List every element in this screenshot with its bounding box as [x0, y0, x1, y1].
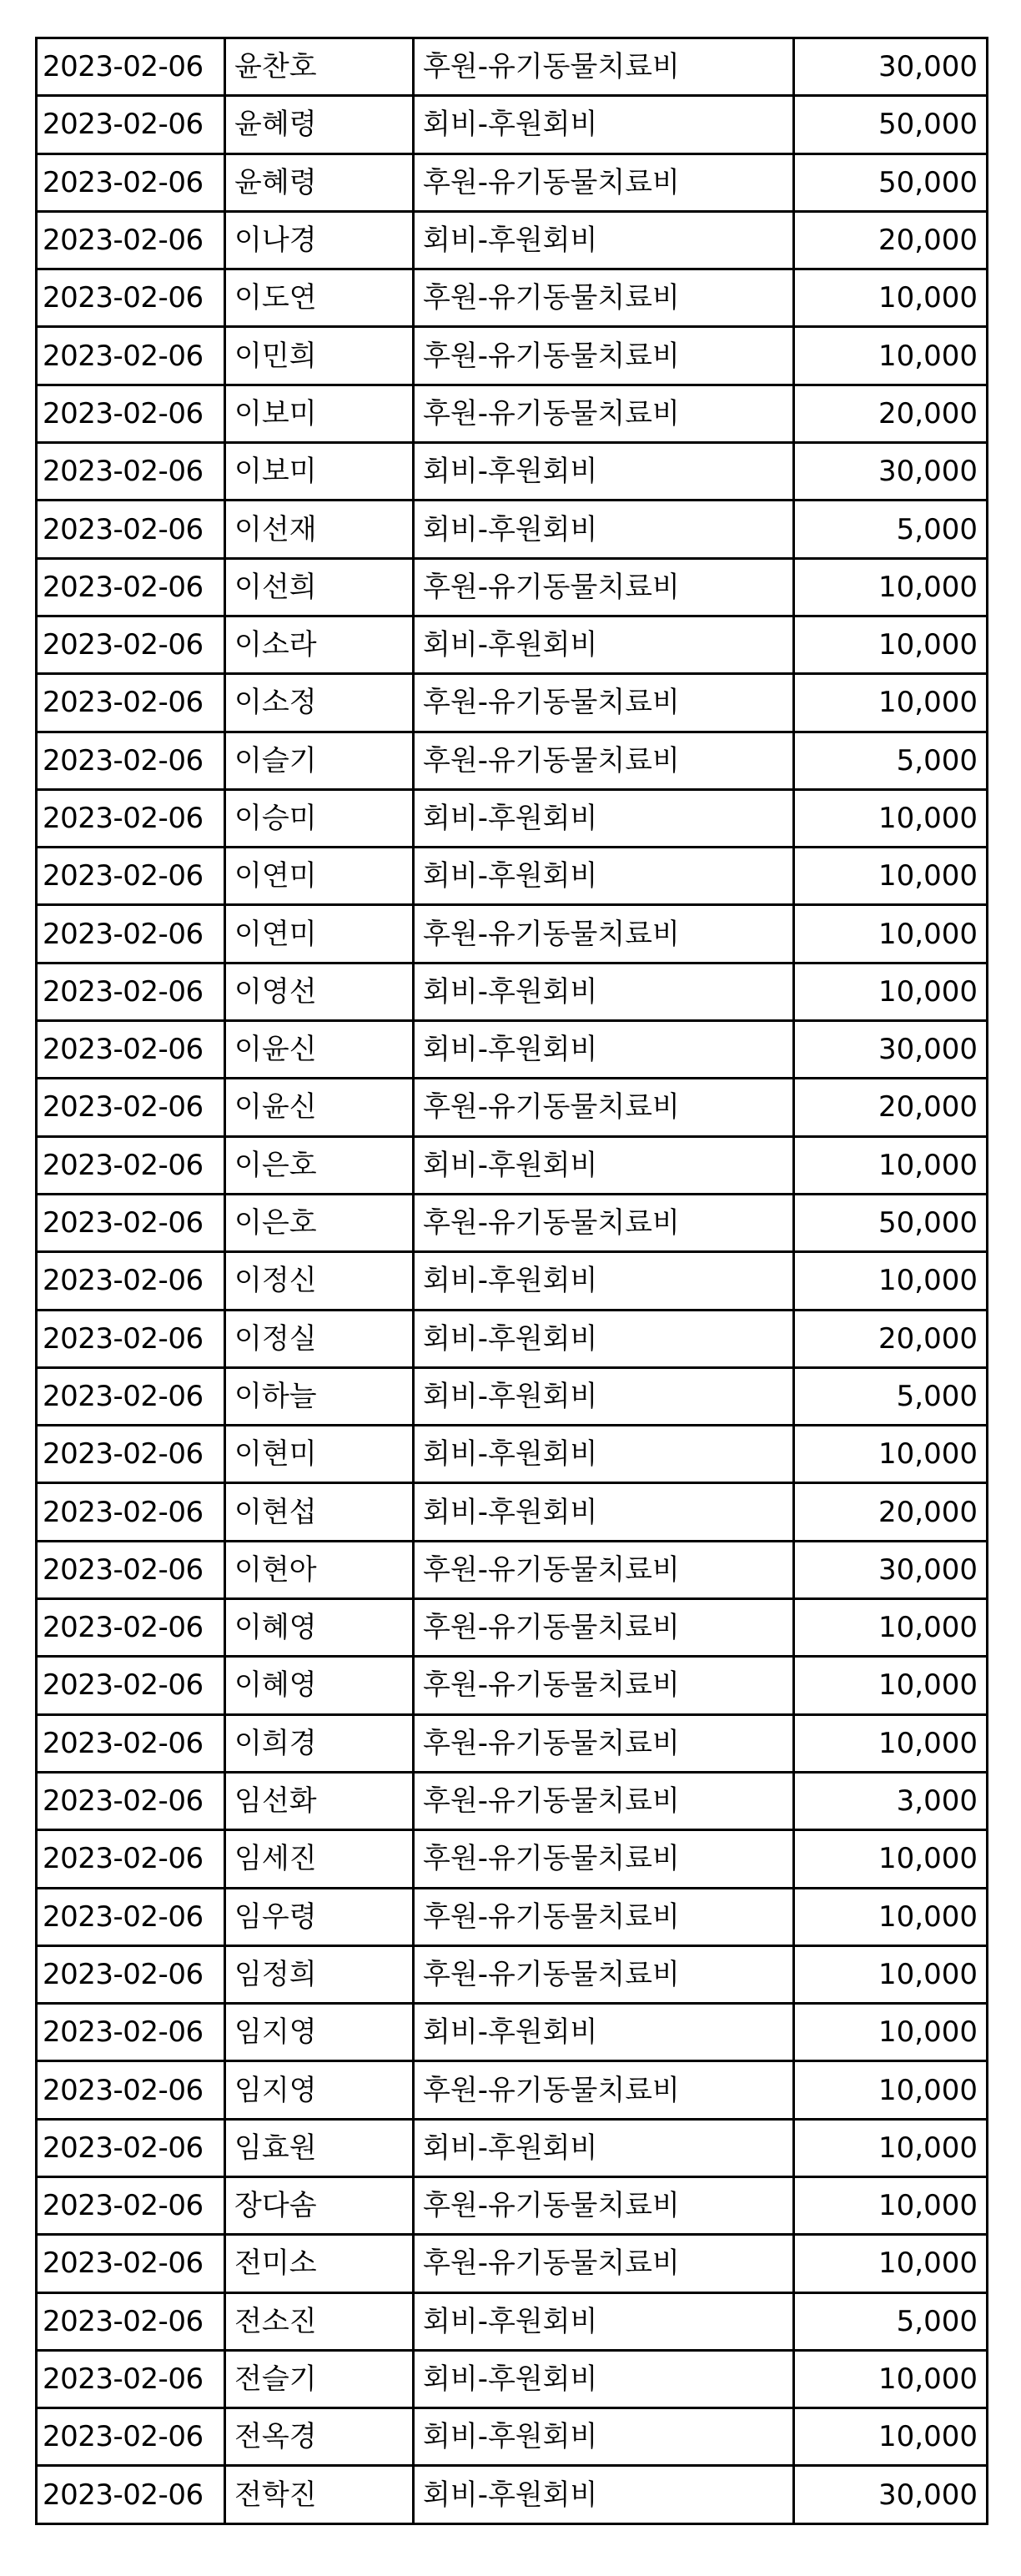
- cell-date: 2023-02-06: [37, 2119, 225, 2176]
- table-row: [37, 1657, 988, 1714]
- table-row: [37, 385, 988, 442]
- cell-date: 2023-02-06: [37, 1945, 225, 2003]
- cell-amount: 20,000: [794, 211, 988, 269]
- table-row: [37, 789, 988, 847]
- cell-donation-type: 후원-유기동물치료비: [414, 1772, 794, 1829]
- cell-donor-name: 이현아: [225, 1541, 414, 1598]
- cell-date: 2023-02-06: [37, 211, 225, 269]
- cell-donation-type: 후원-유기동물치료비: [414, 1888, 794, 1945]
- cell-date: 2023-02-06: [37, 2350, 225, 2407]
- cell-date: 2023-02-06: [37, 1483, 225, 1541]
- cell-donation-type: 회비-후원회비: [414, 501, 794, 558]
- cell-date: 2023-02-06: [37, 2061, 225, 2119]
- cell-donor-name: 이영선: [225, 963, 414, 1020]
- cell-donor-name: 이정실: [225, 1310, 414, 1367]
- cell-date: 2023-02-06: [37, 1599, 225, 1657]
- cell-donor-name: 전소진: [225, 2292, 414, 2350]
- cell-donor-name: 전슬기: [225, 2350, 414, 2407]
- cell-donor-name: 이윤신: [225, 1079, 414, 1136]
- table-row: [37, 732, 988, 789]
- cell-date: 2023-02-06: [37, 1426, 225, 1483]
- cell-date: 2023-02-06: [37, 2466, 225, 2523]
- cell-amount: 5,000: [794, 732, 988, 789]
- cell-amount: 10,000: [794, 848, 988, 905]
- cell-donation-type: 후원-유기동물치료비: [414, 385, 794, 442]
- table-row: [37, 501, 988, 558]
- cell-amount: 20,000: [794, 1483, 988, 1541]
- cell-amount: 30,000: [794, 38, 988, 96]
- table-row: [37, 211, 988, 269]
- cell-donation-type: 회비-후원회비: [414, 1483, 794, 1541]
- cell-date: 2023-02-06: [37, 1830, 225, 1888]
- cell-donor-name: 장다솜: [225, 2176, 414, 2234]
- table-row: [37, 1599, 988, 1657]
- cell-amount: 20,000: [794, 1310, 988, 1367]
- cell-donor-name: 이선희: [225, 558, 414, 616]
- table-row: [37, 2061, 988, 2119]
- cell-donation-type: 회비-후원회비: [414, 1021, 794, 1079]
- cell-amount: 10,000: [794, 1252, 988, 1310]
- cell-donation-type: 후원-유기동물치료비: [414, 1541, 794, 1598]
- table-row: [37, 1021, 988, 1079]
- cell-donor-name: 이은호: [225, 1136, 414, 1194]
- table-row: [37, 153, 988, 211]
- cell-donor-name: 임지영: [225, 2061, 414, 2119]
- cell-donor-name: 이선재: [225, 501, 414, 558]
- cell-date: 2023-02-06: [37, 443, 225, 501]
- cell-date: 2023-02-06: [37, 1021, 225, 1079]
- table-row: [37, 1367, 988, 1425]
- table-row: [37, 443, 988, 501]
- cell-donation-type: 후원-유기동물치료비: [414, 1079, 794, 1136]
- cell-donor-name: 이보미: [225, 443, 414, 501]
- cell-amount: 50,000: [794, 96, 988, 153]
- cell-donation-type: 후원-유기동물치료비: [414, 1830, 794, 1888]
- cell-amount: 30,000: [794, 1021, 988, 1079]
- cell-donation-type: 후원-유기동물치료비: [414, 674, 794, 732]
- cell-amount: 10,000: [794, 327, 988, 385]
- table-row: [37, 1714, 988, 1772]
- table-row: [37, 38, 988, 96]
- cell-amount: 5,000: [794, 1367, 988, 1425]
- cell-donor-name: 임정희: [225, 1945, 414, 2003]
- cell-donation-type: 후원-유기동물치료비: [414, 1599, 794, 1657]
- cell-amount: 10,000: [794, 789, 988, 847]
- cell-donation-type: 회비-후원회비: [414, 2466, 794, 2523]
- cell-donor-name: 이도연: [225, 269, 414, 327]
- cell-date: 2023-02-06: [37, 1136, 225, 1194]
- cell-donor-name: 이정신: [225, 1252, 414, 1310]
- cell-donation-type: 후원-유기동물치료비: [414, 558, 794, 616]
- cell-date: 2023-02-06: [37, 1541, 225, 1598]
- cell-donor-name: 이은호: [225, 1194, 414, 1251]
- cell-donor-name: 이민희: [225, 327, 414, 385]
- cell-date: 2023-02-06: [37, 2235, 225, 2292]
- cell-donor-name: 전미소: [225, 2235, 414, 2292]
- table-row: [37, 1483, 988, 1541]
- cell-donation-type: 회비-후원회비: [414, 2119, 794, 2176]
- cell-date: 2023-02-06: [37, 385, 225, 442]
- cell-donation-type: 후원-유기동물치료비: [414, 1194, 794, 1251]
- cell-date: 2023-02-06: [37, 269, 225, 327]
- cell-date: 2023-02-06: [37, 1252, 225, 1310]
- table-row: [37, 2292, 988, 2350]
- table-row: [37, 2176, 988, 2234]
- table-row: [37, 2408, 988, 2466]
- cell-donation-type: 회비-후원회비: [414, 1252, 794, 1310]
- cell-amount: 30,000: [794, 1541, 988, 1598]
- cell-date: 2023-02-06: [37, 732, 225, 789]
- cell-date: 2023-02-06: [37, 2408, 225, 2466]
- cell-donor-name: 이혜영: [225, 1599, 414, 1657]
- cell-donor-name: 이혜영: [225, 1657, 414, 1714]
- cell-donor-name: 임지영: [225, 2004, 414, 2061]
- cell-date: 2023-02-06: [37, 789, 225, 847]
- cell-donation-type: 후원-유기동물치료비: [414, 2235, 794, 2292]
- table-row: [37, 1194, 988, 1251]
- cell-date: 2023-02-06: [37, 1714, 225, 1772]
- cell-amount: 10,000: [794, 2004, 988, 2061]
- cell-donation-type: 후원-유기동물치료비: [414, 38, 794, 96]
- cell-donor-name: 이소라: [225, 616, 414, 673]
- cell-donation-type: 후원-유기동물치료비: [414, 2176, 794, 2234]
- cell-date: 2023-02-06: [37, 2176, 225, 2234]
- cell-date: 2023-02-06: [37, 327, 225, 385]
- cell-donation-type: 후원-유기동물치료비: [414, 269, 794, 327]
- cell-date: 2023-02-06: [37, 2004, 225, 2061]
- cell-donation-type: 회비-후원회비: [414, 1426, 794, 1483]
- cell-donation-type: 회비-후원회비: [414, 2292, 794, 2350]
- cell-donor-name: 이소정: [225, 674, 414, 732]
- cell-amount: 10,000: [794, 674, 988, 732]
- cell-donor-name: 이보미: [225, 385, 414, 442]
- table-row: [37, 1830, 988, 1888]
- cell-amount: 10,000: [794, 269, 988, 327]
- table-body: [37, 38, 988, 2524]
- cell-date: 2023-02-06: [37, 1194, 225, 1251]
- cell-date: 2023-02-06: [37, 501, 225, 558]
- cell-date: 2023-02-06: [37, 1367, 225, 1425]
- cell-amount: 10,000: [794, 2119, 988, 2176]
- cell-donation-type: 회비-후원회비: [414, 616, 794, 673]
- table-row: [37, 1888, 988, 1945]
- cell-date: 2023-02-06: [37, 963, 225, 1020]
- table-row: [37, 1541, 988, 1598]
- table-row: [37, 2119, 988, 2176]
- cell-amount: 30,000: [794, 443, 988, 501]
- cell-amount: 10,000: [794, 1426, 988, 1483]
- table-row: [37, 848, 988, 905]
- cell-amount: 10,000: [794, 905, 988, 963]
- table-row: [37, 2235, 988, 2292]
- table-row: [37, 2350, 988, 2407]
- cell-amount: 20,000: [794, 1079, 988, 1136]
- cell-date: 2023-02-06: [37, 848, 225, 905]
- cell-date: 2023-02-06: [37, 1079, 225, 1136]
- cell-donor-name: 임우령: [225, 1888, 414, 1945]
- cell-amount: 10,000: [794, 558, 988, 616]
- cell-amount: 10,000: [794, 1830, 988, 1888]
- cell-date: 2023-02-06: [37, 905, 225, 963]
- cell-donor-name: 이현섭: [225, 1483, 414, 1541]
- cell-donor-name: 임세진: [225, 1830, 414, 1888]
- cell-donation-type: 회비-후원회비: [414, 96, 794, 153]
- cell-donation-type: 후원-유기동물치료비: [414, 1714, 794, 1772]
- table-row: [37, 616, 988, 673]
- cell-donor-name: 윤혜령: [225, 96, 414, 153]
- table-row: [37, 1079, 988, 1136]
- table-row: [37, 963, 988, 1020]
- cell-donation-type: 회비-후원회비: [414, 2004, 794, 2061]
- cell-donor-name: 이연미: [225, 848, 414, 905]
- cell-amount: 10,000: [794, 2350, 988, 2407]
- table-row: [37, 2004, 988, 2061]
- cell-donor-name: 윤혜령: [225, 153, 414, 211]
- cell-amount: 10,000: [794, 1888, 988, 1945]
- cell-date: 2023-02-06: [37, 1310, 225, 1367]
- cell-donor-name: 전학진: [225, 2466, 414, 2523]
- cell-donation-type: 회비-후원회비: [414, 2350, 794, 2407]
- cell-amount: 10,000: [794, 1945, 988, 2003]
- cell-amount: 5,000: [794, 501, 988, 558]
- cell-donor-name: 윤찬호: [225, 38, 414, 96]
- cell-donation-type: 후원-유기동물치료비: [414, 2061, 794, 2119]
- table-row: [37, 1772, 988, 1829]
- cell-amount: 20,000: [794, 385, 988, 442]
- cell-date: 2023-02-06: [37, 616, 225, 673]
- cell-date: 2023-02-06: [37, 96, 225, 153]
- cell-donor-name: 이연미: [225, 905, 414, 963]
- cell-amount: 3,000: [794, 1772, 988, 1829]
- table-row: [37, 1426, 988, 1483]
- cell-date: 2023-02-06: [37, 674, 225, 732]
- table-row: [37, 1945, 988, 2003]
- cell-amount: 10,000: [794, 1714, 988, 1772]
- cell-donor-name: 전옥경: [225, 2408, 414, 2466]
- cell-donation-type: 후원-유기동물치료비: [414, 732, 794, 789]
- cell-date: 2023-02-06: [37, 153, 225, 211]
- table-row: [37, 327, 988, 385]
- cell-amount: 10,000: [794, 2061, 988, 2119]
- cell-donor-name: 이나경: [225, 211, 414, 269]
- cell-donation-type: 후원-유기동물치료비: [414, 1657, 794, 1714]
- cell-donation-type: 회비-후원회비: [414, 2408, 794, 2466]
- cell-amount: 5,000: [794, 2292, 988, 2350]
- cell-date: 2023-02-06: [37, 1888, 225, 1945]
- cell-donor-name: 이슬기: [225, 732, 414, 789]
- cell-amount: 10,000: [794, 2176, 988, 2234]
- table-row: [37, 558, 988, 616]
- cell-amount: 10,000: [794, 1599, 988, 1657]
- cell-donation-type: 회비-후원회비: [414, 211, 794, 269]
- cell-amount: 50,000: [794, 153, 988, 211]
- cell-donation-type: 회비-후원회비: [414, 789, 794, 847]
- cell-date: 2023-02-06: [37, 1772, 225, 1829]
- cell-donation-type: 후원-유기동물치료비: [414, 1945, 794, 2003]
- cell-donation-type: 회비-후원회비: [414, 1367, 794, 1425]
- table-row: [37, 674, 988, 732]
- cell-date: 2023-02-06: [37, 1657, 225, 1714]
- cell-donation-type: 회비-후원회비: [414, 443, 794, 501]
- cell-amount: 10,000: [794, 616, 988, 673]
- table-row: [37, 269, 988, 327]
- cell-date: 2023-02-06: [37, 558, 225, 616]
- donation-ledger: [35, 37, 986, 2525]
- cell-donation-type: 회비-후원회비: [414, 963, 794, 1020]
- table-row: [37, 1252, 988, 1310]
- cell-donor-name: 이희경: [225, 1714, 414, 1772]
- cell-donation-type: 후원-유기동물치료비: [414, 327, 794, 385]
- cell-donor-name: 임선화: [225, 1772, 414, 1829]
- table-row: [37, 1136, 988, 1194]
- cell-donor-name: 이하늘: [225, 1367, 414, 1425]
- cell-amount: 10,000: [794, 963, 988, 1020]
- cell-amount: 10,000: [794, 2408, 988, 2466]
- cell-donation-type: 후원-유기동물치료비: [414, 905, 794, 963]
- cell-donor-name: 이현미: [225, 1426, 414, 1483]
- cell-donor-name: 이윤신: [225, 1021, 414, 1079]
- cell-amount: 10,000: [794, 1136, 988, 1194]
- cell-donation-type: 회비-후원회비: [414, 848, 794, 905]
- table-row: [37, 905, 988, 963]
- cell-donor-name: 이승미: [225, 789, 414, 847]
- cell-amount: 50,000: [794, 1194, 988, 1251]
- cell-date: 2023-02-06: [37, 2292, 225, 2350]
- cell-amount: 10,000: [794, 2235, 988, 2292]
- table-row: [37, 2466, 988, 2523]
- table-row: [37, 96, 988, 153]
- donation-table: [35, 37, 988, 2525]
- table-row: [37, 1310, 988, 1367]
- cell-donation-type: 후원-유기동물치료비: [414, 153, 794, 211]
- cell-amount: 10,000: [794, 1657, 988, 1714]
- cell-amount: 30,000: [794, 2466, 988, 2523]
- cell-donation-type: 회비-후원회비: [414, 1310, 794, 1367]
- cell-donation-type: 회비-후원회비: [414, 1136, 794, 1194]
- cell-donor-name: 임효원: [225, 2119, 414, 2176]
- cell-date: 2023-02-06: [37, 38, 225, 96]
